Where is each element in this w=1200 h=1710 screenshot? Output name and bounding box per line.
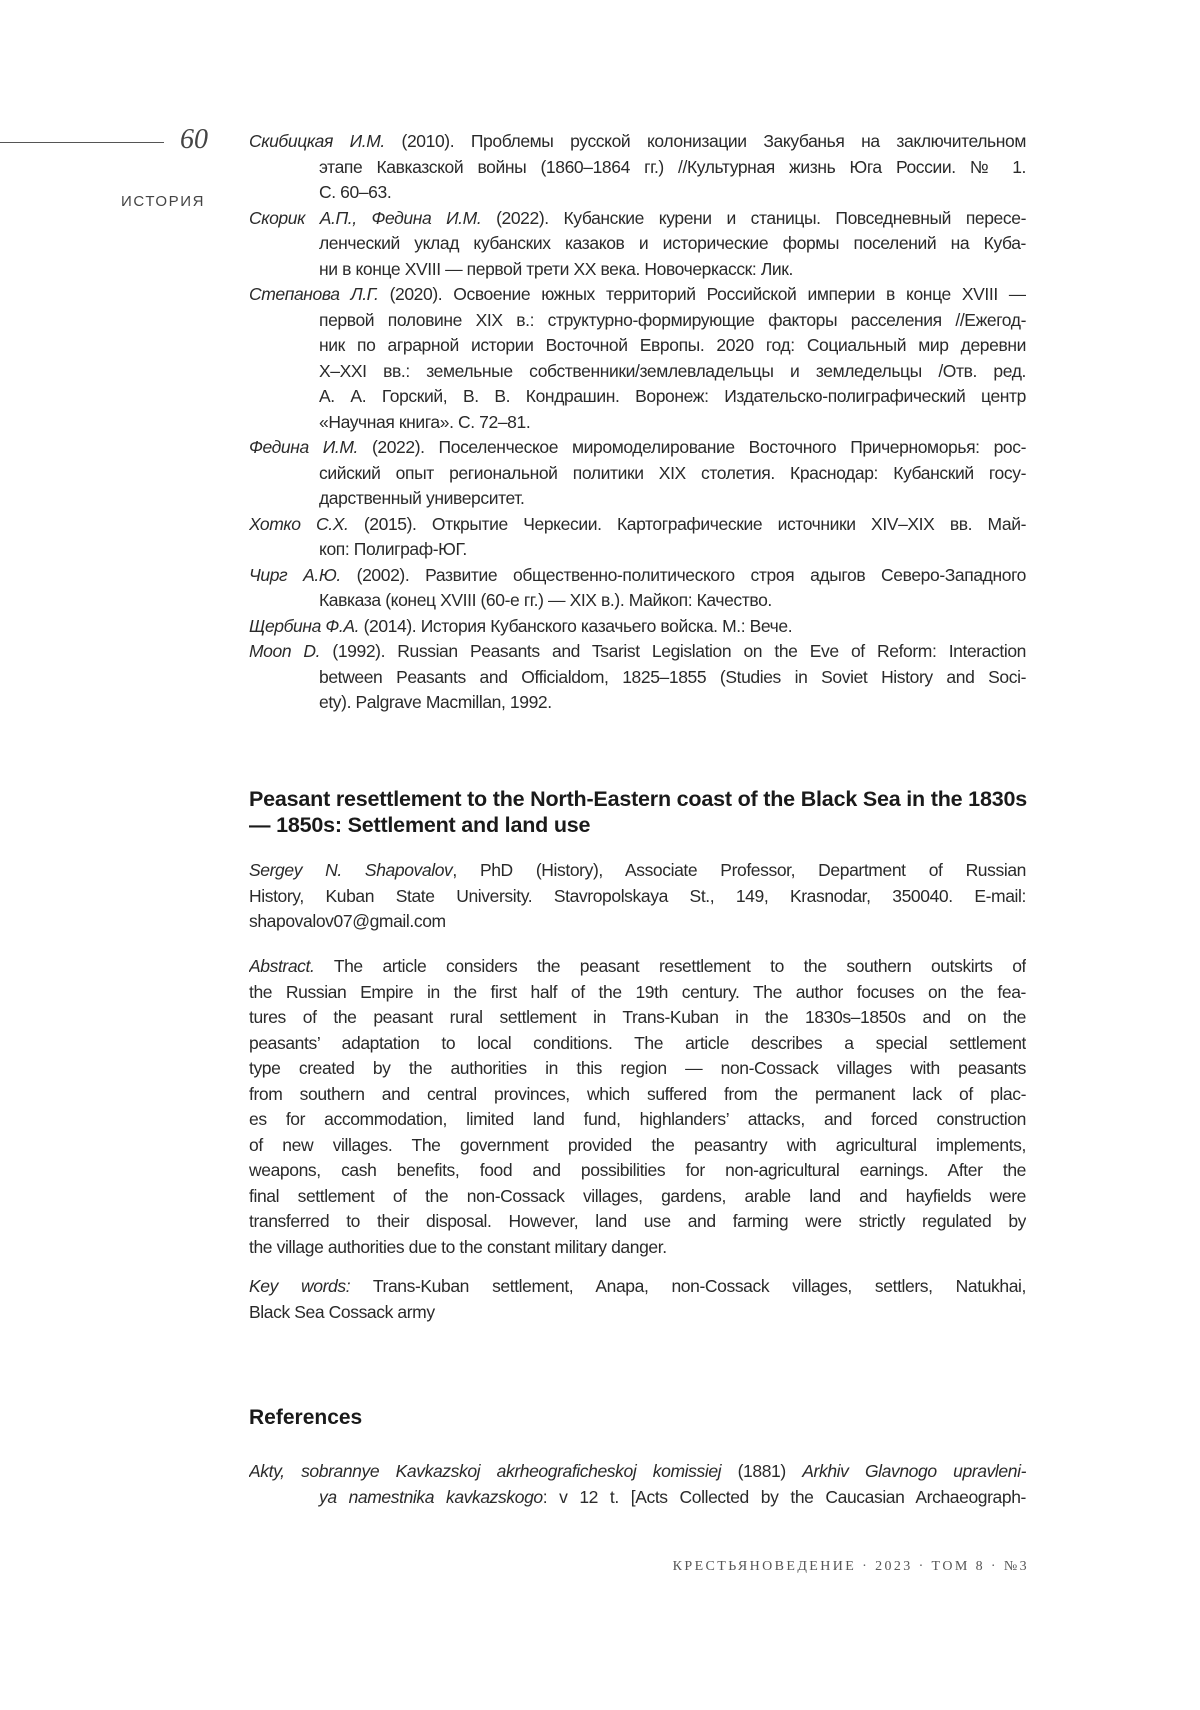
reference-line: [249, 282, 1026, 308]
reference-line: дарственный университет.: [249, 486, 1026, 512]
abstract-text: The article considers the peasant resettlement to the southern outskirts of: [314, 956, 1026, 976]
abstract-line: the village authorities due to the constant military danger.: [249, 1235, 1026, 1261]
reference-title: Akty, sobrannye Kavkazskoj akrheograficheskoj komissiej: [249, 1461, 721, 1481]
reference-line: [249, 206, 1026, 232]
reference-line: [249, 614, 1026, 640]
reference-line: С. 60–63.: [249, 180, 1026, 206]
reference-item: [249, 563, 1026, 614]
reference-text: (2010). Проблемы русской колонизации Закубанья на заключительном: [385, 131, 1026, 151]
margin-rule: [0, 142, 164, 143]
reference-author: Хотко С.Х.: [249, 514, 348, 534]
reference-author: Скорик А.П., Федина И.М.: [249, 208, 481, 228]
reference-text: (2015). Открытие Черкесии. Картографические источники XIV–XIX вв. Май-: [348, 514, 1026, 534]
abstract-label: Abstract.: [249, 956, 314, 976]
abstract-line: the Russian Empire in the first half of the 19th century. The author focuses on the fea-: [249, 980, 1026, 1006]
reference-line: [249, 1485, 1026, 1511]
abstract-line: type created by the authorities in this region — non-Cossack villages with peasants: [249, 1056, 1026, 1082]
reference-year: (1881): [721, 1461, 802, 1481]
reference-line: [249, 563, 1026, 589]
abstract-line: [249, 954, 1026, 980]
reference-text: (2022). Поселенческое миромоделирование Восточного Причерноморья: рос-: [358, 437, 1026, 457]
reference-line: ни в конце XVIII — первой трети XX века. Новочеркасск: Лик.: [249, 257, 1026, 283]
reference-author: Степанова Л.Г.: [249, 284, 379, 304]
abstract-line: tures of the peasant rural settlement in Trans-Kuban in the 1830s–1850s and on the: [249, 1005, 1026, 1031]
abstract-line: transferred to their disposal. However, land use and farming were strictly regulated by: [249, 1209, 1026, 1235]
reference-author: Чирг А.Ю.: [249, 565, 341, 585]
reference-line: [249, 639, 1026, 665]
reference-line: коп: Полиграф-ЮГ.: [249, 537, 1026, 563]
reference-line: [249, 129, 1026, 155]
reference-line: ленческий уклад кубанских казаков и исторические формы поселений на Куба-: [249, 231, 1026, 257]
section-label: ИСТОРИЯ: [121, 193, 205, 210]
author-info: [249, 858, 1026, 935]
abstract: [249, 954, 1026, 1260]
reference-line: [249, 435, 1026, 461]
abstract-line: weapons, cash benefits, food and possibilities for non-agricultural earnings. After the: [249, 1158, 1026, 1184]
journal-footer: КРЕСТЬЯНОВЕДЕНИЕ · 2023 · ТОМ 8 · №3: [673, 1559, 1029, 1575]
reference-item: [249, 206, 1026, 283]
reference-line: А. А. Горский, В. В. Кондрашин. Воронеж: Издательско-полиграфический центр: [249, 384, 1026, 410]
abstract-line: peasants’ adaptation to local conditions. The article describes a special settlement: [249, 1031, 1026, 1057]
keywords-text: Trans-Kuban settlement, Anapa, non-Cossack villages, settlers, Natukhai,: [350, 1276, 1026, 1296]
reference-text: (1992). Russian Peasants and Tsarist Legislation on the Eve of Reform: Interaction: [320, 641, 1026, 661]
keywords-line: [249, 1274, 1026, 1300]
reference-line: этапе Кавказской войны (1860–1864 гг.) //Культурная жизнь Юга России. № 1.: [249, 155, 1026, 181]
abstract-line: final settlement of the non-Cossack villages, gardens, arable land and hayfields were: [249, 1184, 1026, 1210]
reference-text: (2002). Развитие общественно-политического строя адыгов Северо-Западного: [341, 565, 1026, 585]
references-heading: References: [249, 1406, 362, 1430]
reference-author: Щербина Ф.А.: [249, 616, 359, 636]
reference-item: [249, 639, 1026, 716]
abstract-line: of new villages. The government provided the peasantry with agricultural implements,: [249, 1133, 1026, 1159]
author-line: History, Kuban State University. Stavropolskaya St., 149, Krasnodar, 350040. E-mail:: [249, 884, 1026, 910]
author-line: [249, 858, 1026, 884]
reference-author: Moon D.: [249, 641, 320, 661]
reference-item: [249, 129, 1026, 206]
reference-line: between Peasants and Officialdom, 1825–1855 (Studies in Soviet History and Soci-: [249, 665, 1026, 691]
reference-line: [249, 1459, 1026, 1485]
reference-text: (2022). Кубанские курени и станицы. Повседневный пересе-: [481, 208, 1026, 228]
reference-text: (2014). История Кубанского казачьего войска. М.: Вече.: [359, 616, 792, 636]
reference-author: Скибицкая И.М.: [249, 131, 385, 151]
reference-line: X–XXI вв.: земельные собственники/землевладельцы и земледельцы /Отв. ред.: [249, 359, 1026, 385]
reference-line: Кавказа (конец XVIII (60-е гг.) — XIX в.). Майкоп: Качество.: [249, 588, 1026, 614]
reference-line: ety). Palgrave Macmillan, 1992.: [249, 690, 1026, 716]
abstract-line: es for accommodation, limited land fund, highlanders’ attacks, and forced construction: [249, 1107, 1026, 1133]
reference-line: «Научная книга». С. 72–81.: [249, 410, 1026, 436]
reference-item: [249, 435, 1026, 512]
reference-series: ya namestnika kavkazskogo: [319, 1487, 543, 1507]
keywords-line: Black Sea Cossack army: [249, 1300, 1026, 1326]
author-name: Sergey N. Shapovalov: [249, 860, 452, 880]
english-reference: [249, 1459, 1026, 1510]
author-text: , PhD (History), Associate Professor, Department of Russian: [452, 860, 1026, 880]
article-title: Peasant resettlement to the North-Eastern coast of the Black Sea in the 1830s — 1850s: Settlement and land use: [249, 786, 1049, 838]
reference-line: [249, 512, 1026, 538]
reference-text: (2020). Освоение южных территорий Российской империи в конце XVIII —: [379, 284, 1026, 304]
abstract-line: from southern and central provinces, which suffered from the permanent lack of plac-: [249, 1082, 1026, 1108]
reference-item: [249, 282, 1026, 435]
keywords: [249, 1274, 1026, 1325]
reference-item: [249, 512, 1026, 563]
russian-reference-list: [249, 129, 1026, 716]
keywords-label: Key words:: [249, 1276, 350, 1296]
reference-series: Arkhiv Glavnogo upravleni-: [802, 1461, 1026, 1481]
reference-line: сийский опыт региональной политики XIX столетия. Краснодар: Кубанский госу-: [249, 461, 1026, 487]
reference-line: ник по аграрной истории Восточной Европы. 2020 год: Социальный мир деревни: [249, 333, 1026, 359]
reference-line: первой половине XIX в.: структурно-формирующие факторы расселения //Ежегод-: [249, 308, 1026, 334]
reference-author: Федина И.М.: [249, 437, 358, 457]
page-number: 60: [180, 124, 208, 156]
reference-text: : v 12 t. [Acts Collected by the Caucasian Archaeograph-: [543, 1487, 1026, 1507]
reference-item: [249, 614, 1026, 640]
author-email[interactable]: shapovalov07@gmail.com: [249, 909, 1026, 935]
